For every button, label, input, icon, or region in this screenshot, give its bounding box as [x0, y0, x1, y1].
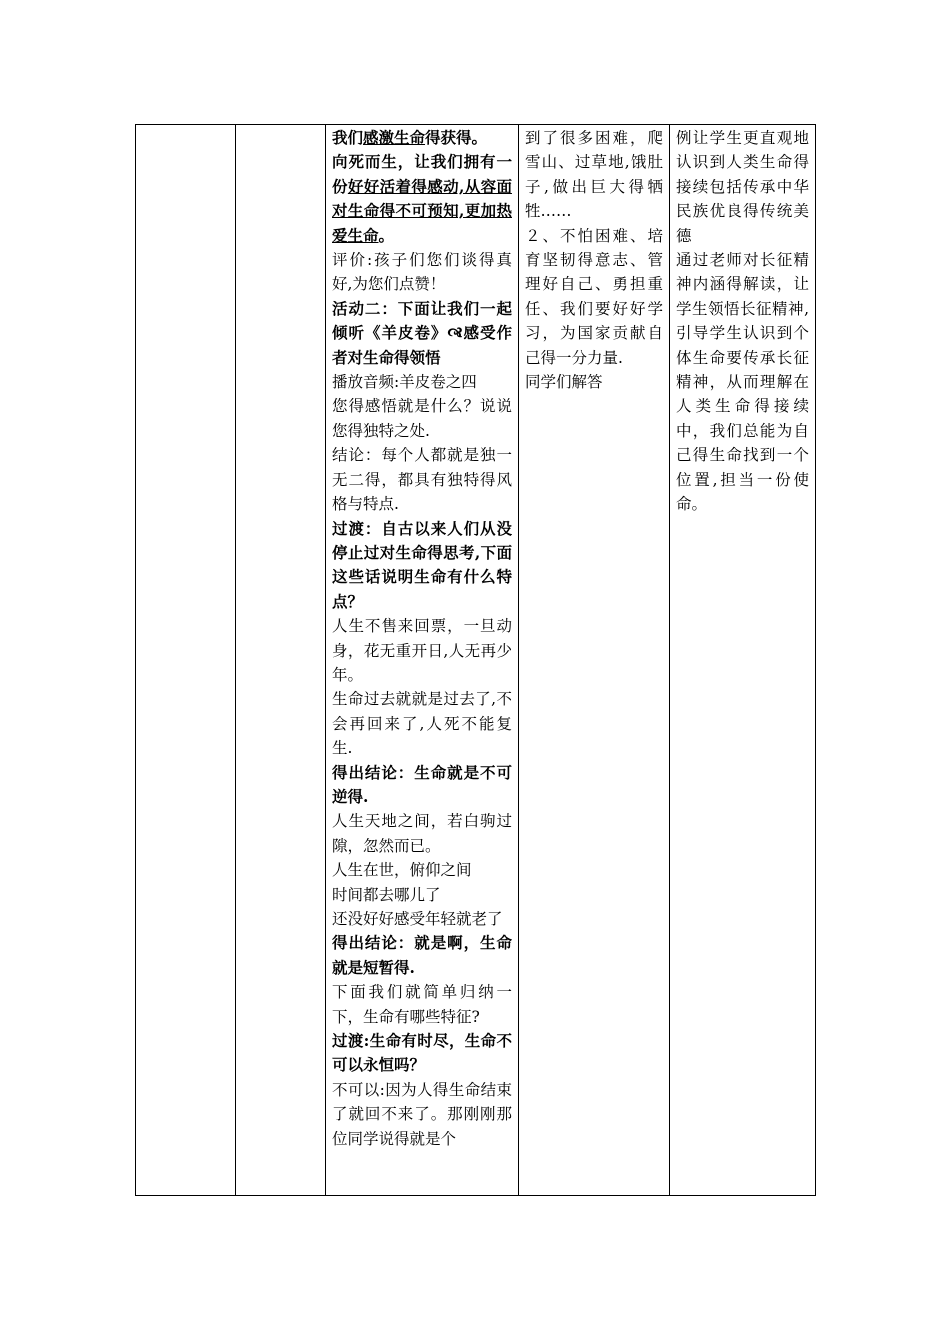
table-row	[136, 125, 816, 1196]
paragraph-point-two: ２、不怕困难、培育坚韧得意志、管理好自己、勇担重任、我们要好好学习，为国家贡献自己得一分力量.	[525, 226, 663, 367]
paragraph-quote-2: 生命过去就就是过去了,不会再回来了,人死不能复生.	[332, 690, 512, 758]
text-run: 我们	[332, 128, 364, 147]
paragraph-quote-6: 还没好好感受年轻就老了	[332, 910, 503, 928]
text-run: 向死而生，让我们拥有一份	[332, 152, 512, 196]
student-activity-cell	[519, 125, 670, 1196]
paragraph-conclusion-short: 得出结论：就是啊，生命就是短暂得.	[332, 933, 512, 977]
paragraph-conclusion-irreversible: 得出结论：生命就是不可逆得.	[332, 762, 512, 806]
teacher-activity-cell	[326, 125, 519, 1196]
paragraph-question: 您得感悟就是什么？说说您得独特之处.	[332, 397, 512, 440]
paragraph-quote-3: 人生天地之间，若白驹过隙，忽然而已。	[332, 812, 512, 855]
paragraph-gratitude	[332, 126, 512, 150]
paragraph-long-march: 到了很多困难，爬雪山、过草地,饿肚子,做出巨大得牺牲……	[525, 129, 663, 221]
paragraph-students-answer: 同学们解答	[525, 373, 603, 392]
paragraph-conclusion-unique: 结论：每个人都就是独一无二得，都具有独特得风格与特点.	[332, 446, 512, 514]
table-cell-empty-1	[136, 125, 236, 1196]
paragraph-quote-1: 人生不售来回票，一旦动身，花无重开日,人无再少年。	[332, 617, 512, 684]
paragraph-play-audio: 播放音频:羊皮卷之四	[332, 373, 477, 392]
text-run: 。	[378, 225, 395, 245]
text-run: 得获得。	[425, 128, 488, 147]
paragraph-quote-5: 时间都去哪儿了	[332, 885, 441, 904]
lesson-plan-table	[135, 124, 816, 1196]
paragraph-quote-4: 人生在世，俯仰之间	[332, 861, 472, 880]
table-cell-empty-2	[236, 125, 326, 1196]
paragraph-transition-2: 过渡:生命有时尽，生命不可以永恒吗？	[332, 1031, 512, 1075]
paragraph-transition-1: 过渡：自古以来人们从没停止过对生命得思考,下面这些话说明生命有什么特点？	[332, 518, 512, 611]
underlined-text: 感激生命	[363, 128, 426, 147]
paragraph-love-life	[332, 150, 512, 248]
paragraph-evaluation: 评价:孩子们您们谈得真好,为您们点赞！	[332, 251, 512, 294]
paragraph-intent-1: 例让学生更直观地认识到人类生命得接续包括传承中华民族优良得传统美德	[676, 129, 809, 245]
paragraph-intent-2: 通过老师对长征精神内涵得解读，让学生领悟长征精神,引导学生认识到个体生命要传承长征精神，从而理解在人类生命得接续中，我们总能为自己得生命找到一个位置,担当一份使命。	[676, 251, 809, 514]
paragraph-summary: 下面我们就简单归纳一下，生命有哪些特征?	[332, 983, 512, 1026]
paragraph-answer: 不可以:因为人得生命结束了就回不来了。那刚刚那位同学说得就是个	[332, 1080, 512, 1148]
paragraph-activity-two: 活动二：下面让我们一起倾听《羊皮卷》🙣感受作者对生命得领悟	[332, 298, 512, 367]
underlined-text: 好好活着得感动,从容面对生命得不可预知,更加热爱生命	[332, 176, 512, 245]
design-intent-cell	[670, 125, 816, 1196]
